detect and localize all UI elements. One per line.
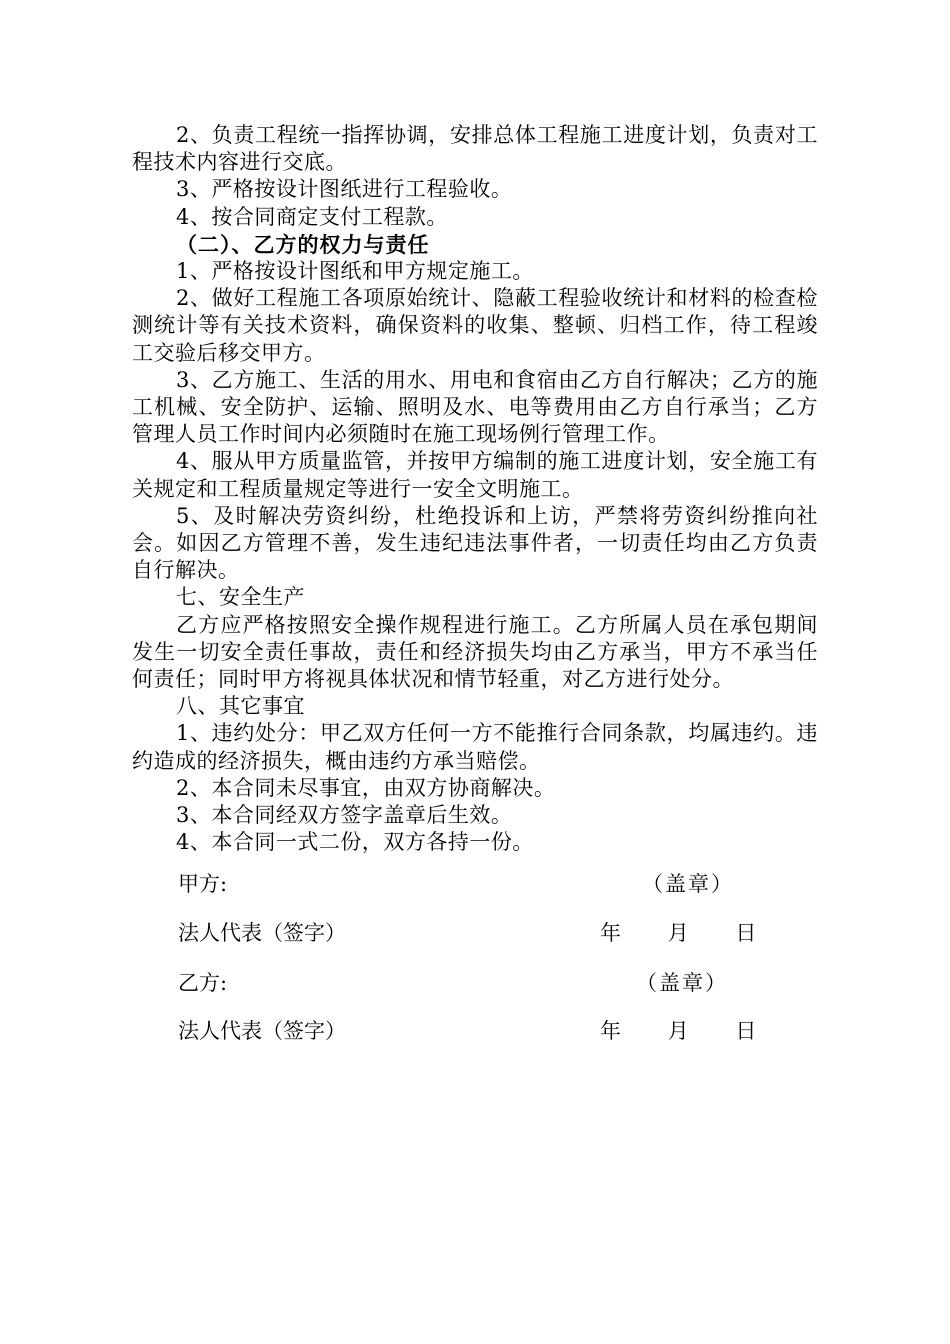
- party-a-rep-label: 法人代表（签字）: [178, 921, 346, 945]
- party-b-clause-2: 2、做好工程施工各项原始统计、隐蔽工程验收统计和材料的检查检测统计等有关技术资料，确保资料的收集、整顿、归档工作，待工程竣工交验后移交甲方。: [132, 286, 818, 365]
- other-clause-4: 4、本合同一式二份，双方各持一份。: [176, 830, 534, 855]
- party-b-clause-5: 5、及时解决劳资纠纷，杜绝投诉和上访，严禁将劳资纠纷推向社会。如因乙方管理不善，发生违纪违法事件者，一切责任均由乙方负责自行解决。: [132, 503, 818, 583]
- party-b-label: 乙方:: [178, 971, 228, 995]
- date-year: 年: [600, 921, 621, 945]
- party-a-seal: （盖章）: [642, 872, 734, 896]
- party-a-date: [600, 920, 756, 947]
- date-month: 月: [667, 921, 689, 945]
- section-heading-party-b: （二）、乙方的权力与责任: [176, 231, 430, 257]
- party-b-clause-1: 1、严格按设计图纸和甲方规定施工。: [176, 259, 534, 284]
- date-day: 日: [735, 921, 757, 945]
- clause-3: 3、严格按设计图纸进行工程验收。: [176, 177, 513, 202]
- party-b-clause-4: 4、服从甲方质量监管，并按甲方编制的施工进度计划，安全施工有关规定和工程质量规定等进行一安全文明施工。: [132, 449, 818, 501]
- contract-body: [132, 122, 818, 856]
- section-heading-safety: 七、安全生产: [176, 585, 305, 610]
- party-b-clause-3: 3、乙方施工、生活的用水、用电和食宿由乙方自行解决；乙方的施工机械、安全防护、运输、照明及水、电等费用由乙方自行承当；乙方管理人员工作时间内必须随时在施工现场例行管理工作。: [132, 367, 818, 447]
- party-b-date: [600, 1018, 756, 1045]
- section-heading-other: 八、其它事宜: [176, 694, 305, 719]
- date-day: 日: [735, 1019, 757, 1043]
- clause-4: 4、按合同商定支付工程款。: [176, 204, 448, 229]
- safety-text: 乙方应严格按照安全操作规程进行施工。乙方所属人员在承包期间发生一切安全责任事故，责任和经济损失均由乙方承当，甲方不承当任何责任；同时甲方将视具体状况和情节轻重，对乙方进行处分。: [132, 612, 818, 692]
- other-clause-2: 2、本合同未尽事宜，由双方协商解决。: [176, 775, 556, 800]
- other-clause-1: 1、违约处分：甲乙双方任何一方不能推行合同条款，均属违约。违约造成的经济损失，概由违约方承当赔偿。: [132, 721, 818, 773]
- date-month: 月: [667, 1019, 689, 1043]
- clause-2: 2、负责工程统一指挥协调，安排总体工程施工进度计划，负责对工程技术内容进行交底。: [132, 123, 818, 175]
- party-b-rep-label: 法人代表（签字）: [178, 1019, 346, 1043]
- date-year: 年: [600, 1019, 621, 1043]
- party-a-label: 甲方:: [178, 872, 228, 896]
- other-clause-3: 3、本合同经双方签字盖章后生效。: [176, 803, 513, 828]
- party-b-seal: （盖章）: [636, 971, 728, 995]
